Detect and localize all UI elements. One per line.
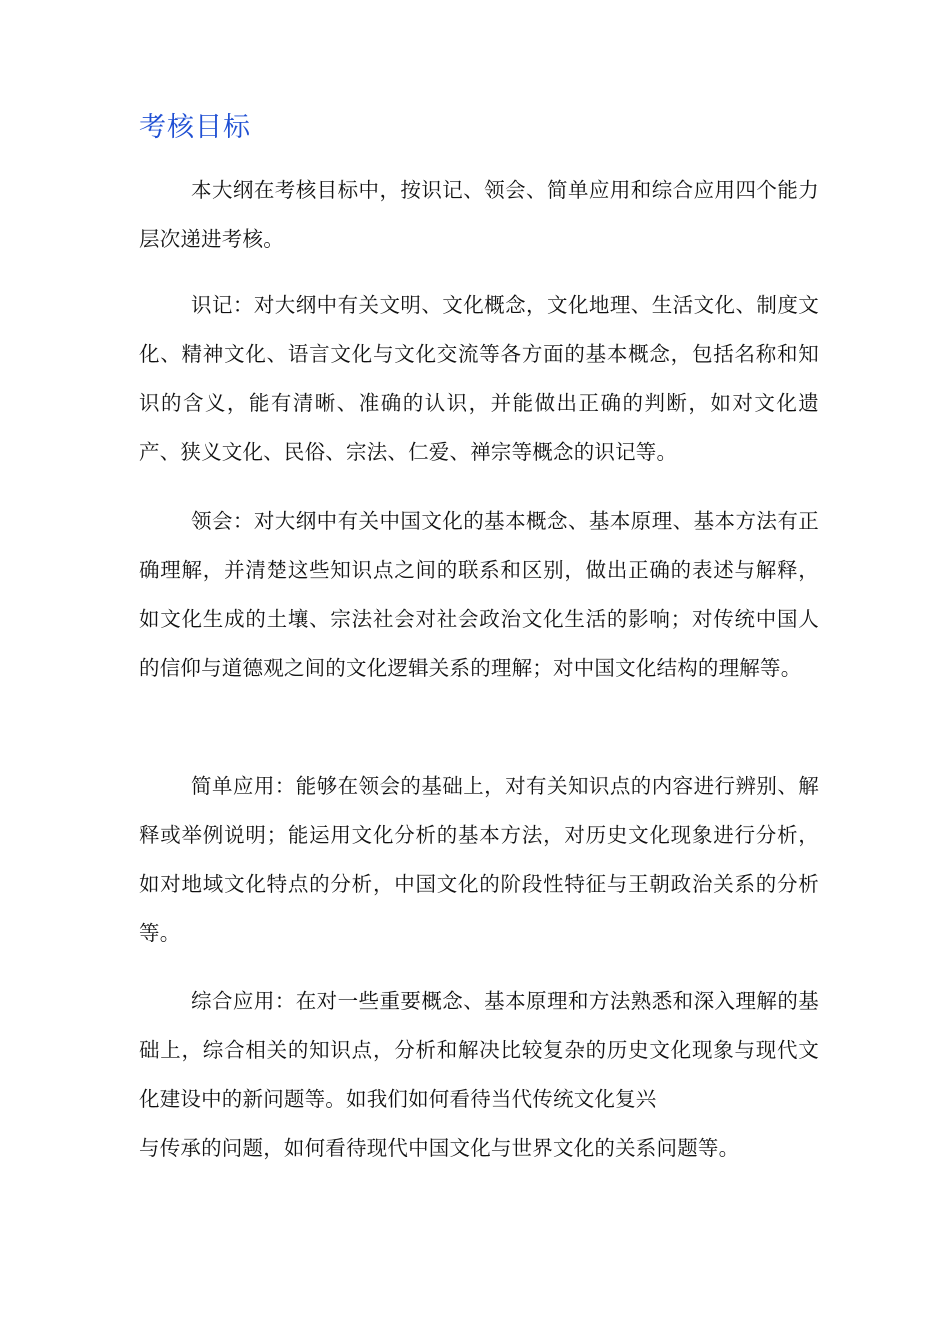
paragraph-memorization: 识记：对大纲中有关文明、文化概念，文化地理、生活文化、制度文化、精神文化、语言文化与文化交流等各方面的基本概念，包括名称和知识的含义，能有清晰、准确的认识，并能做出正确的判断，如对文化遗产、狭义文化、民俗、宗法、仁爱、禅宗等概念的识记等。 [139, 293, 819, 464]
paragraph-intro: 本大纲在考核目标中，按识记、领会、简单应用和综合应用四个能力层次递进考核。 [139, 178, 819, 251]
paragraph-comprehensive-main: 综合应用：在对一些重要概念、基本原理和方法熟悉和深入理解的基础上，综合相关的知识点，分析和解决比较复杂的历史文化现象与现代文化建设中的新问题等。如我们如何看待当代传统文化复兴 [139, 989, 819, 1111]
paragraph-simple-application: 简单应用：能够在领会的基础上，对有关知识点的内容进行辨别、解释或举例说明；能运用文化分析的基本方法，对历史文化现象进行分析，如对地域文化特点的分析，中国文化的阶段性特征与王朝政治关系的分析等。 [139, 774, 819, 945]
paragraph-comprehension: 领会：对大纲中有关中国文化的基本概念、基本原理、基本方法有正确理解，并清楚这些知识点之间的联系和区别，做出正确的表述与解释，如文化生成的土壤、宗法社会对社会政治文化生活的影响；对传统中国人的信仰与道德观之间的文化逻辑关系的理解；对中国文化结构的理解等。 [139, 509, 819, 680]
section-heading: 考核目标 [139, 112, 251, 143]
paragraph-comprehensive-last-line: 与传承的问题，如何看待现代中国文化与世界文化的关系问题等。 [139, 1136, 740, 1160]
paragraph-comprehensive-application [139, 977, 819, 1173]
